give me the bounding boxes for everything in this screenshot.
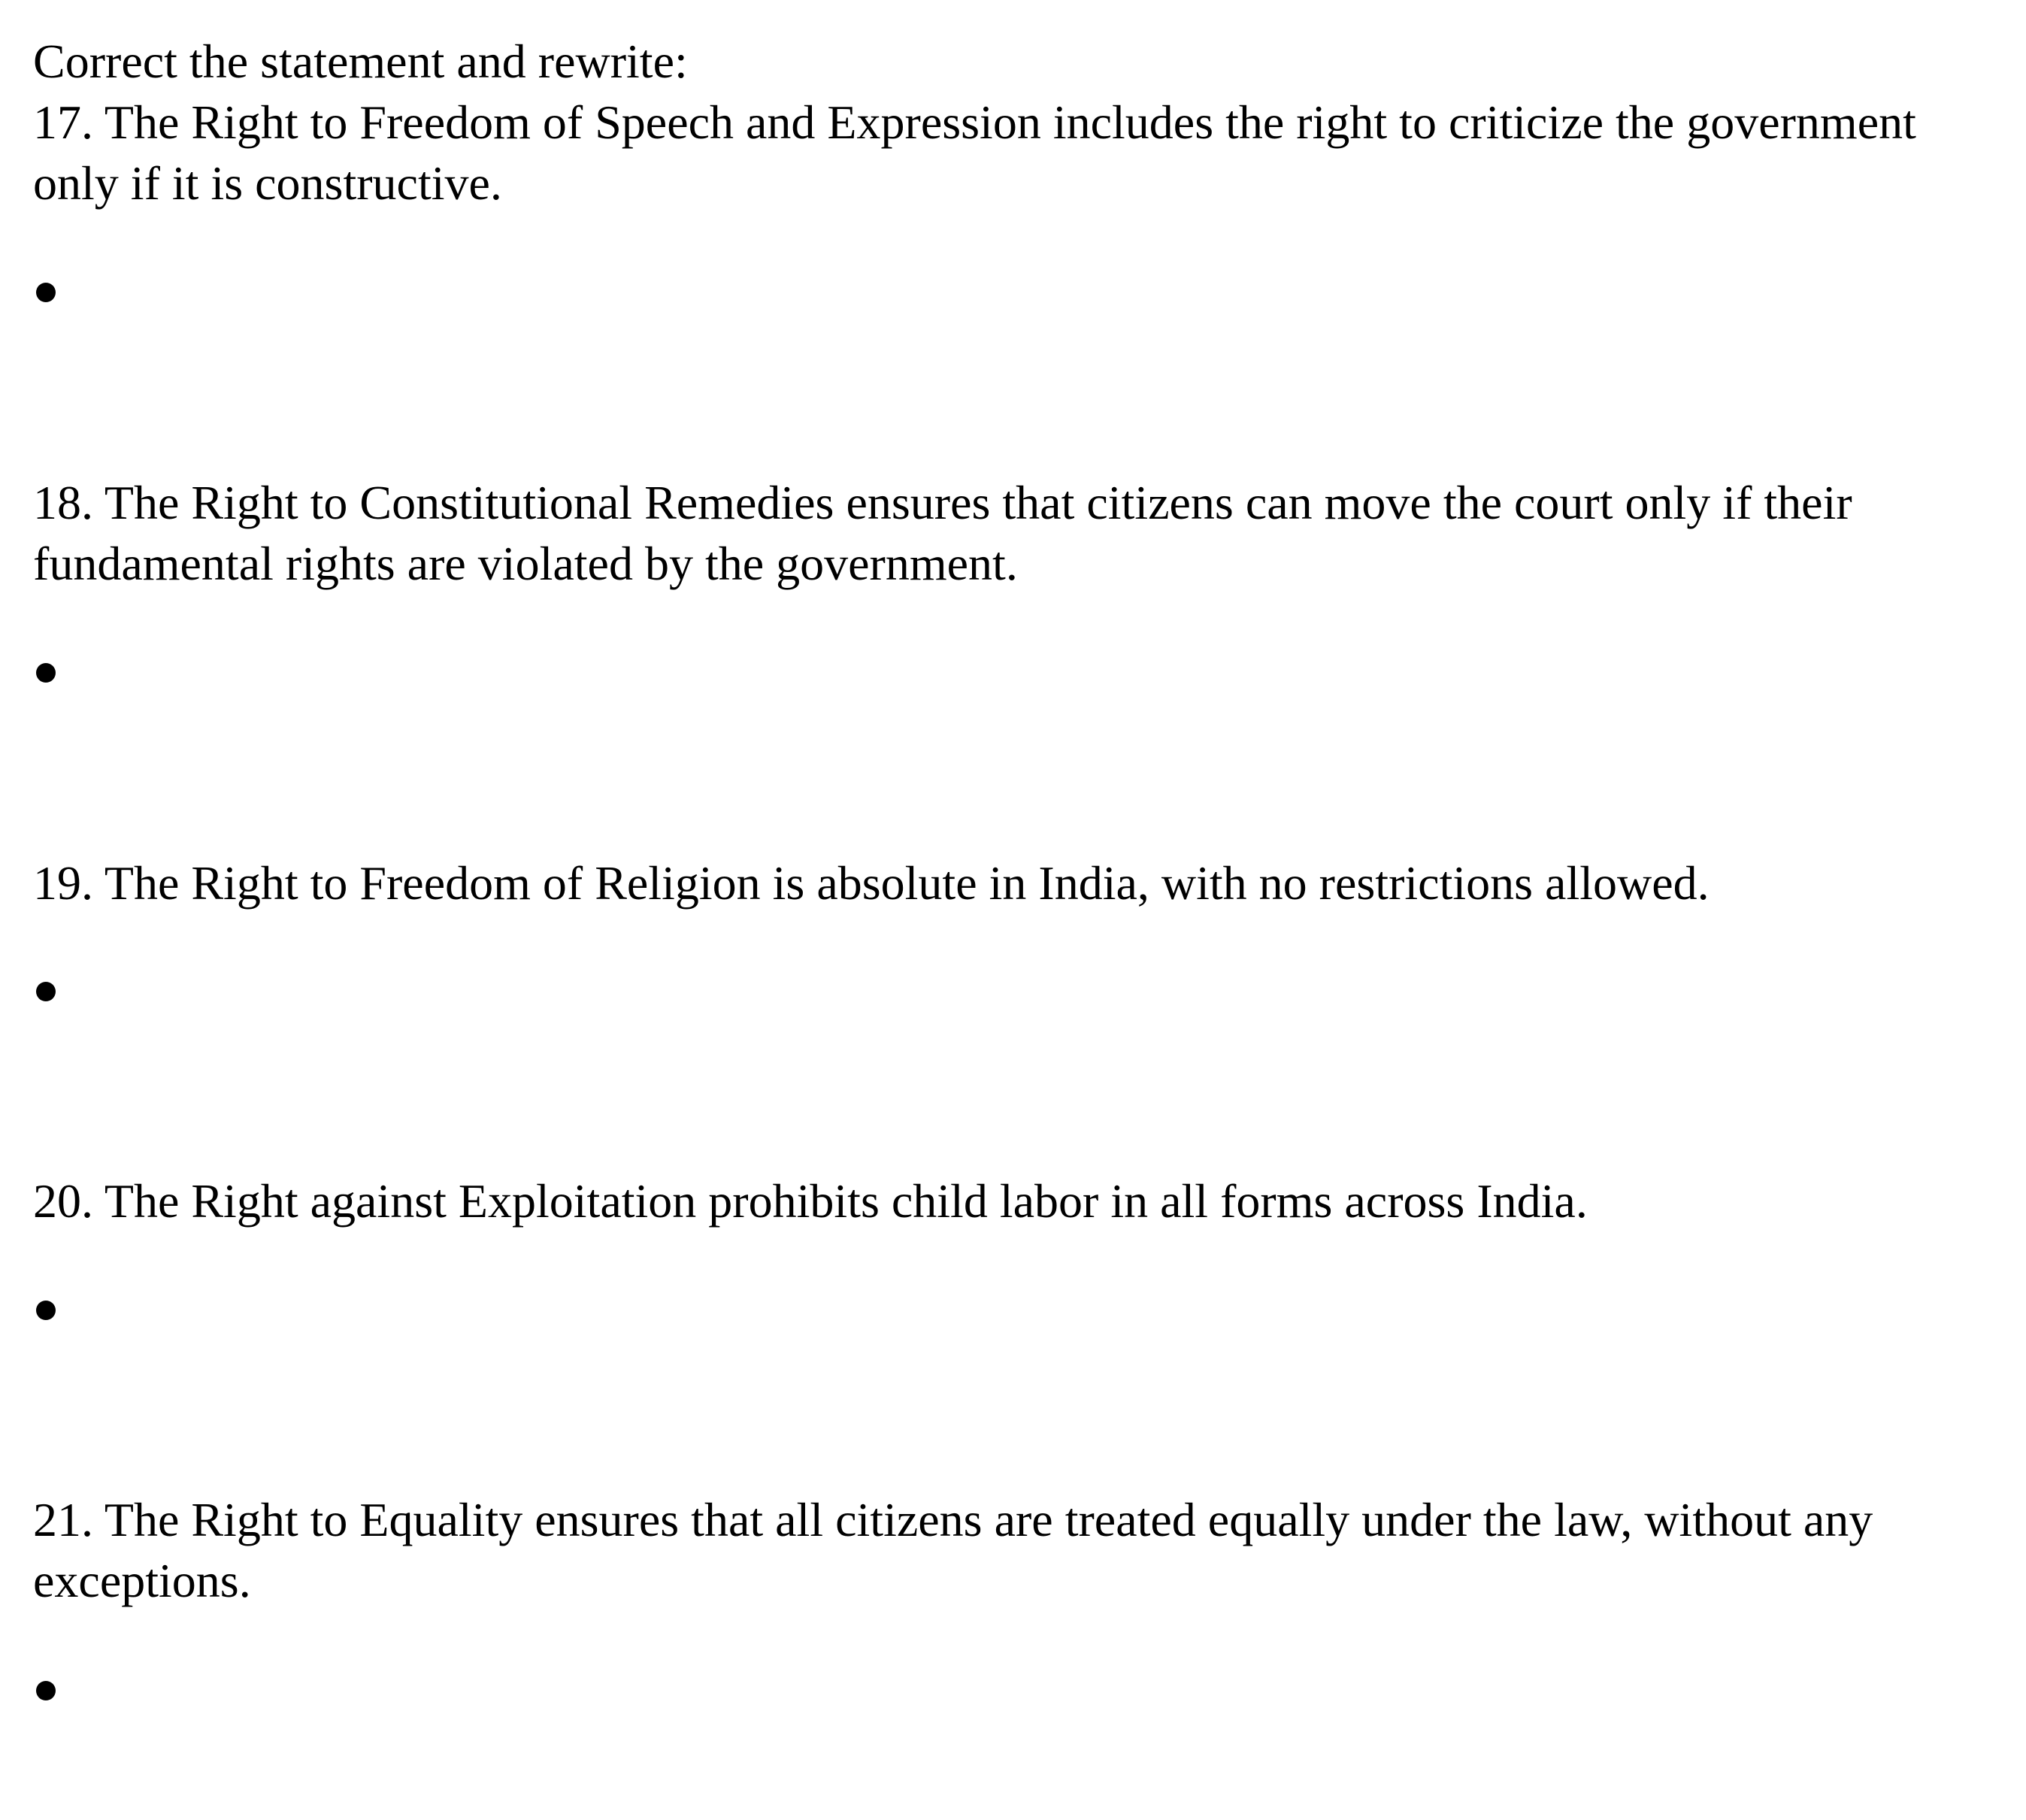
question-19: 19. The Right to Freedom of Religion is absolute in India, with no restrictions allowed.	[33, 856, 1710, 910]
question-18: 18. The Right to Constitutional Remedies ensures that citizens can move the court only if their fundamental rights are violated by the government.	[33, 476, 1852, 590]
answer-bullet-17	[36, 283, 56, 302]
answer-bullet-21	[36, 1681, 56, 1700]
question-21: 21. The Right to Equality ensures that all citizens are treated equally under the law, without any exceptions.	[33, 1493, 1873, 1607]
answer-bullet-18	[36, 663, 56, 683]
answer-bullet-20	[36, 1301, 56, 1320]
question-20: 20. The Right against Exploitation prohibits child labor in all forms across India.	[33, 1174, 1588, 1228]
instruction-heading: Correct the statement and rewrite:	[33, 35, 688, 88]
question-17: 17. The Right to Freedom of Speech and Expression includes the right to criticize the government only if it is constructive.	[33, 95, 1916, 210]
answer-bullet-19	[36, 982, 56, 1001]
